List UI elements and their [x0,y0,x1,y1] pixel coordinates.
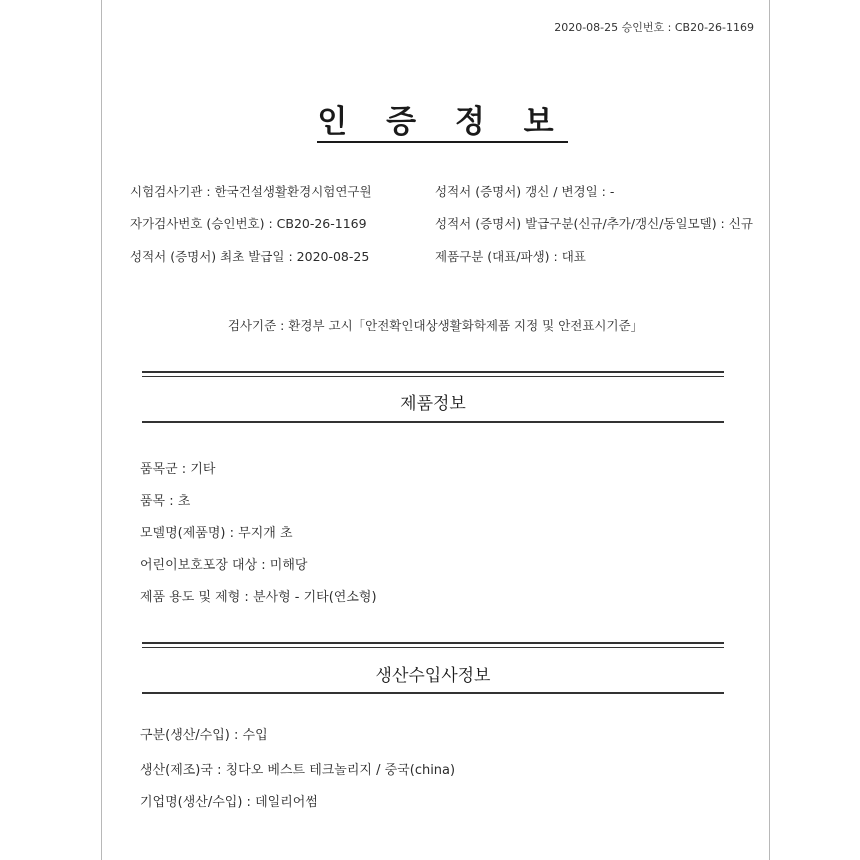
product-category: 품목군 : 기타 [140,462,216,477]
inspection-standard: 검사기준 : 환경부 고시「안전확인대상생활화학제품 지정 및 안전표시기준」 [227,318,644,333]
model-name: 모델명(제품명) : 무지개 초 [140,526,293,541]
test-agency: 시험검사기관 : 한국건설생활환경시험연구원 [130,184,372,199]
first-issue-date: 성적서 (증명서) 최초 발급일 : 2020-08-25 [130,249,370,264]
document-title-text: 인 증 정 보 [317,104,567,143]
child-protection: 어린이보호포장 대상 : 미해당 [140,558,308,573]
section-divider-bottom [142,692,724,694]
product-class: 제품구분 (대표/파생) : 대표 [435,249,586,264]
self-test-number: 자가검사번호 (승인번호) : CB20-26-1169 [130,216,367,231]
section-divider-top [142,642,724,648]
document-page [101,0,770,860]
product-section-title: 제품정보 [400,394,466,414]
section-divider-bottom [142,421,724,423]
product-item: 품목 : 초 [140,494,191,509]
renewal-date: 성적서 (증명서) 갱신 / 변경일 : - [435,184,615,199]
product-usage: 제품 용도 및 제형 : 분사형 - 기타(연소형) [140,590,377,605]
header-date-approval: 2020-08-25 승인번호 : CB20-26-1169 [554,21,754,34]
section-divider-top [142,371,724,377]
manufacturer-section-title: 생산수입사정보 [375,666,491,686]
production-type: 구분(생산/수입) : 수입 [140,728,268,743]
manufacture-country: 생산(제조)국 : 칭다오 베스트 테크놀리지 / 중국(china) [140,763,456,778]
document-title [102,96,769,141]
issue-type: 성적서 (증명서) 발급구분(신규/추가/갱신/동일모델) : 신규 [435,216,753,231]
company-name: 기업명(생산/수입) : 데일리어썸 [140,795,318,810]
